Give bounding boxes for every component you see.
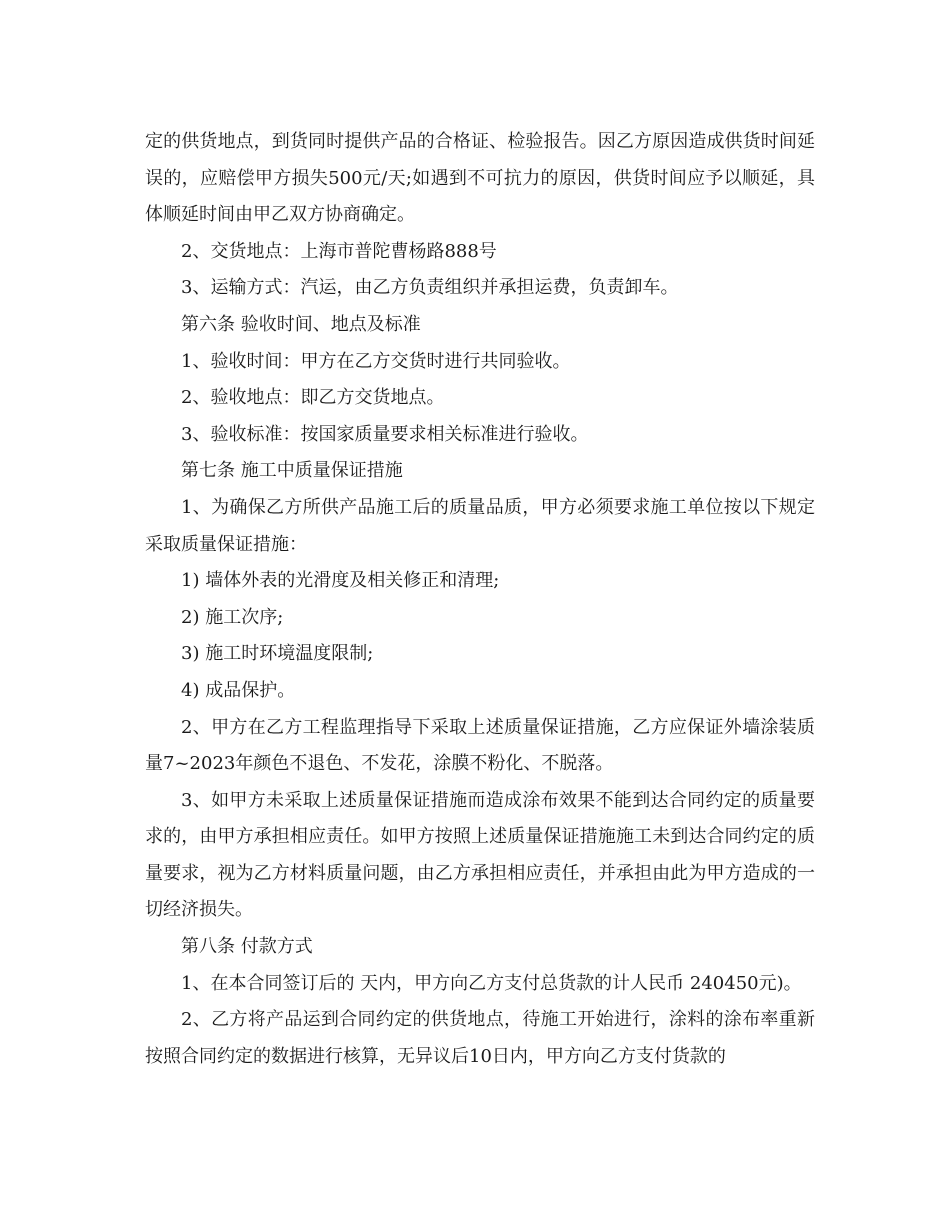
paragraph: 2、交货地点：上海市普陀曹杨路888号: [181, 240, 497, 262]
paragraph: 1、为确保乙方所供产品施工后的质量品质，甲方必须要求施工单位按以下规定采取质量保证措施：: [145, 496, 815, 555]
paragraph: 2、验收地点：即乙方交货地点。: [181, 387, 445, 409]
paragraph: 1、在本合同签订后的 天内，甲方向乙方支付总货款的计人民币 240450元)。: [181, 972, 802, 994]
paragraph: 2、甲方在乙方工程监理指导下采取上述质量保证措施，乙方应保证外墙涂装质量7~2023年颜色不退色、不发花，涂膜不粉化、不脱落。: [145, 716, 815, 775]
paragraph: 3、验收标准：按国家质量要求相关标准进行验收。: [181, 423, 589, 445]
paragraph: 定的供货地点，到货同时提供产品的合格证、检验报告。因乙方原因造成供货时间延误的，应赔偿甲方损失500元/天;如遇到不可抗力的原因，供货时间应予以顺延，具体顺延时间由甲乙双方协商确定。: [145, 131, 815, 226]
section-heading: 第六条 验收时间、地点及标准: [181, 313, 421, 335]
list-item: 2) 施工次序;: [181, 606, 284, 628]
section-heading: 第八条 付款方式: [181, 936, 313, 958]
list-item: 4) 成品保护。: [181, 679, 296, 701]
paragraph: 3、运输方式：汽运，由乙方负责组织并承担运费，负责卸车。: [181, 277, 679, 299]
paragraph: 3、如甲方未采取上述质量保证措施而造成涂布效果不能到达合同约定的质量要求的，由甲方承担相应责任。如甲方按照上述质量保证措施施工未到达合同约定的质量要求，视为乙方材料质量问题，由乙方承担相应责任，并承担由此为甲方造成的一切经济损失。: [145, 789, 815, 921]
section-heading: 第七条 施工中质量保证措施: [181, 460, 403, 482]
paragraph: 2、乙方将产品运到合同约定的供货地点，待施工开始进行，涂料的涂布率重新按照合同约定的数据进行核算，无异议后10日内，甲方向乙方支付货款的: [145, 1009, 815, 1067]
list-item: 1) 墙体外表的光滑度及相关修正和清理;: [181, 570, 500, 592]
paragraph: 1、验收时间：甲方在乙方交货时进行共同验收。: [181, 350, 571, 372]
document-body: [145, 124, 815, 1075]
list-item: 3) 施工时环境温度限制;: [181, 643, 374, 665]
